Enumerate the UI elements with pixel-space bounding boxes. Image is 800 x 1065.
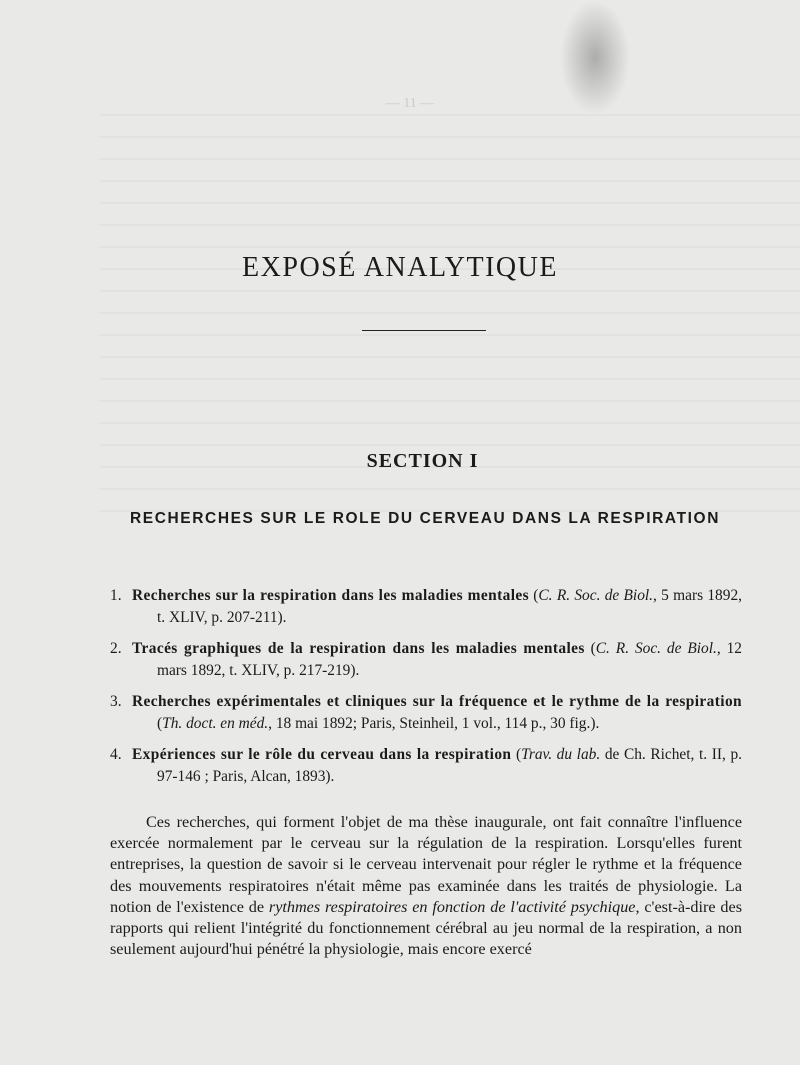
reference-number: 2. [110,640,122,657]
reference-journal: Th. doct. en méd. [162,715,269,732]
reference-title: Expériences sur le rôle du cerveau dans la respiration [132,746,512,763]
reference-number: 4. [110,746,122,763]
reference-journal: C. R. Soc. de Biol. [538,587,654,604]
reference-source-details: , 12 mars 1892, t. XLIV, p. 217-219). [157,640,742,679]
reference-journal: Trav. du lab. [521,746,601,763]
reference-item [110,691,742,735]
reference-source-open: ( [584,640,596,657]
reference-source-open: ( [157,715,163,732]
reference-number: 1. [110,587,122,604]
reference-title: Recherches sur la respiration dans les maladies mentales [132,587,529,604]
reference-journal: C. R. Soc. de Biol. [595,640,717,657]
reference-source-open: ( [511,746,522,763]
section-subtitle: RECHERCHES SUR LE ROLE DU CERVEAU DANS LA RESPIRATION [129,510,721,527]
body-paragraph [110,812,742,960]
reference-source-details: , 18 mai 1892; Paris, Steinheil, 1 vol., 114 p., 30 fig.). [268,715,600,732]
reference-item [110,638,742,682]
reference-source-details: de Ch. Richet, t. II, p. 97-146 ; Paris, Alcan, 1893). [157,746,742,785]
reference-title: Recherches expérimentales et cliniques sur la fréquence et le rythme de la respiration [132,693,742,710]
page-smudge [560,0,630,115]
section-heading: SECTION I [366,450,479,472]
reference-title: Tracés graphiques de la respiration dans les maladies mentales [132,640,585,657]
paragraph-emphasis: rythmes respiratoires en fonction de l'activité psychique [268,897,636,916]
reference-item [110,744,742,788]
reference-list [110,585,742,797]
page-title: EXPOSÉ ANALYTIQUE [242,252,558,283]
reference-number: 3. [110,693,122,710]
reference-source-open: ( [529,587,539,604]
paragraph-text-end: , c'est-à-dire des rapports qui relient l'intégrité du fonctionnement cérébral au jeu normal de la respiration, a non seulement aujourd'hui pénétré la physiologie, mais encore exercé [110,897,743,959]
reference-item [110,585,742,629]
reference-source-details: , 5 mars 1892, t. XLIV, p. 207-211). [157,587,742,626]
paragraph-text-start: Ces recherches, qui forment l'objet de ma thèse inaugurale, ont fait connaître l'influence exercée normalement par le cerveau sur la régulation de la respiration. Lorsqu'elles furent entreprises, la question de savoir si le cerveau intervenait pour régler le rythme et la fréquence des mouvements respiratoires n'était même pas examinée dans les traités de physiologie. La notion de l'existence de [110,813,742,916]
title-divider [362,330,486,331]
ghost-page-number: — 11 — [385,96,435,111]
